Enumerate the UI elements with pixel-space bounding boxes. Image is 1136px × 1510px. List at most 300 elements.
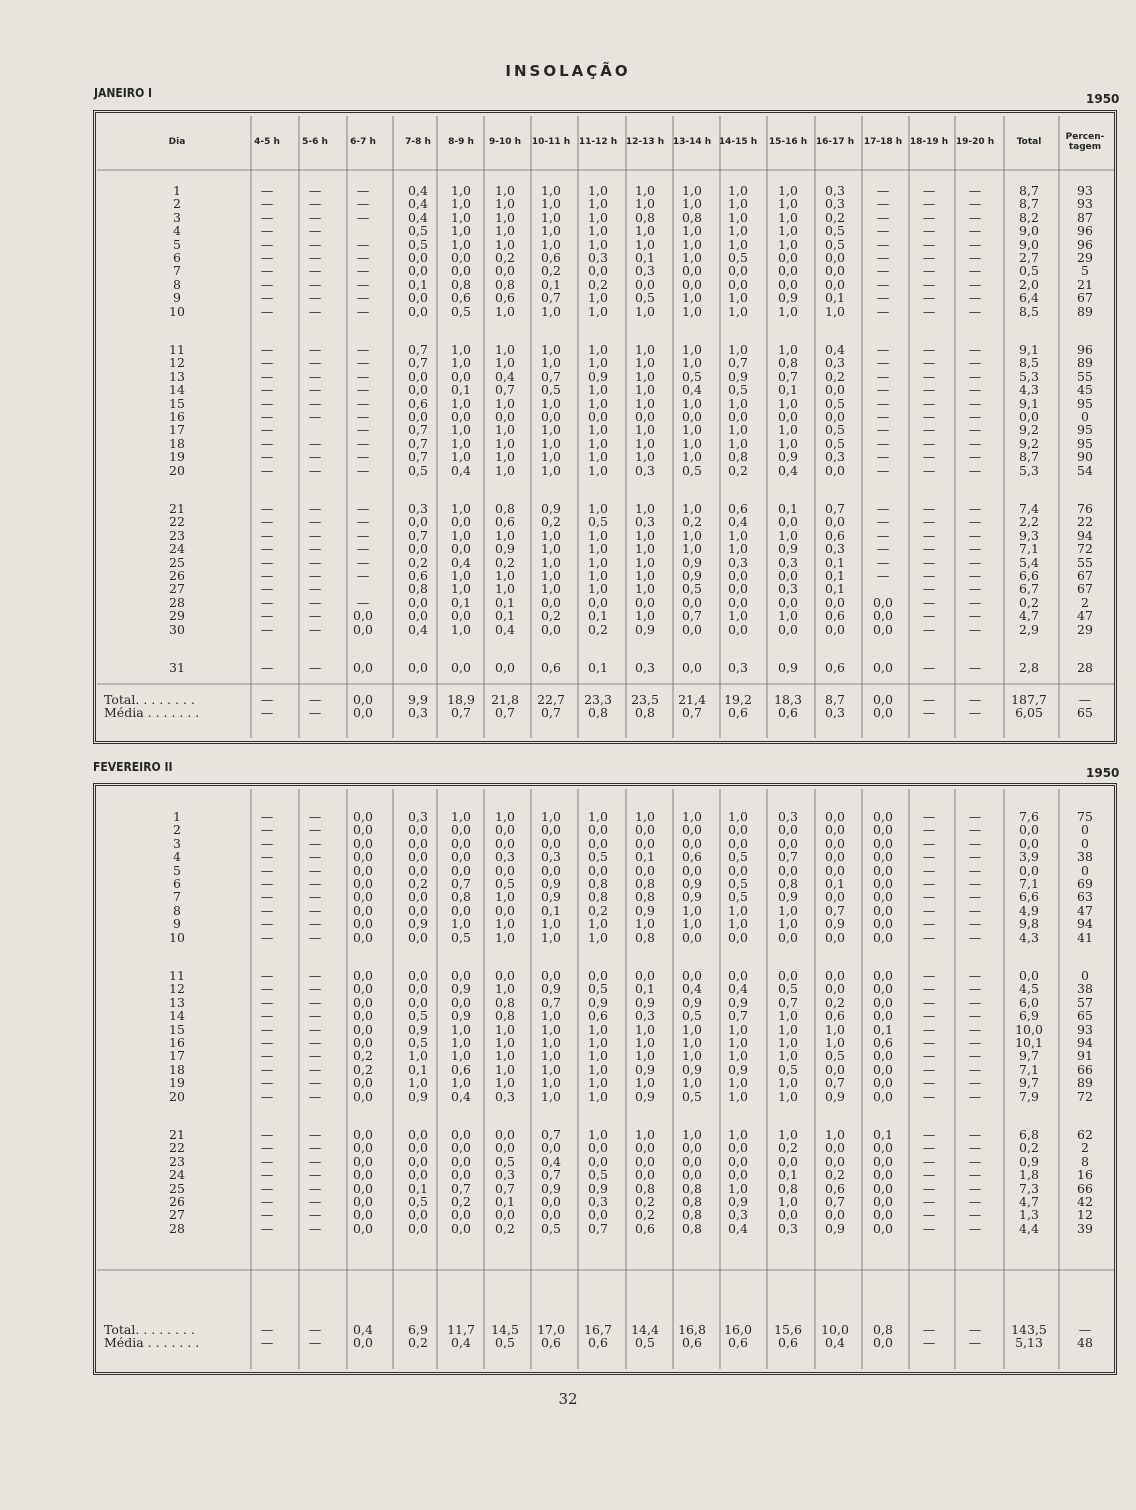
hour-cell: 0,7 [541,1167,561,1183]
hour-cell: — [260,449,274,465]
hour-cell: 1,0 [682,1075,702,1091]
hour-cell: 0,9 [635,1061,655,1077]
hour-cell: 0,9 [778,290,798,306]
hour-cell: — [308,568,322,583]
percent-cell: 90 [1077,449,1093,465]
hour-cell: 0,0 [873,916,893,932]
hour-cell: 0,5 [778,981,798,997]
hour-cell: 0,1 [451,594,471,610]
hour-cell: 0,0 [451,541,471,557]
hour-cell: 0,7 [541,994,561,1010]
hour-cell: — [308,621,322,637]
hour-cell: 0,7 [408,355,428,371]
hour-cell: — [968,1220,982,1236]
hour-cell: 0,1 [588,660,608,675]
hour-cell: 0,0 [825,822,845,838]
summary-cell: 0,0 [873,1335,893,1351]
day-cell: 16 [169,1035,185,1050]
hour-cell: 0,0 [682,594,702,610]
day-cell: 13 [169,368,185,384]
hour-cell: 1,0 [682,1127,702,1142]
hour-cell: — [968,608,982,624]
hour-cell: 1,0 [682,422,702,438]
hour-cell: 0,1 [635,849,655,865]
hour-cell: 1,0 [541,809,561,824]
hour-cell: — [922,660,936,675]
summary-cell: 11,7 [447,1322,475,1337]
hour-cell: 1,0 [588,568,608,583]
hour-cell: 1,0 [635,527,655,543]
hour-cell: 1,0 [728,1088,748,1104]
hour-cell: 0,5 [728,876,748,891]
hour-cell: 0,4 [541,1153,561,1169]
column-header: 12-13 h [625,137,665,147]
total-cell: 9,1 [1019,342,1039,357]
hour-cell: 1,0 [682,902,702,918]
hour-cell: 1,0 [541,1021,561,1037]
summary-cell: — [308,705,322,721]
hour-cell: — [968,849,982,865]
hour-cell: 0,0 [588,1140,608,1156]
hour-cell: 0,0 [451,994,471,1010]
hour-cell: 0,0 [825,862,845,878]
total-cell: 0,0 [1019,862,1039,878]
hour-cell: 0,0 [682,1167,702,1183]
percent-cell: 0 [1081,968,1089,983]
hour-cell: 1,0 [451,568,471,583]
hour-cell: 1,0 [451,196,471,212]
hour-cell: — [308,355,322,371]
hour-cell: — [260,608,274,624]
summary-cell: 143,5 [1011,1322,1047,1337]
hour-cell: 0,0 [408,1167,428,1183]
column-header: 14-15 h [718,137,758,147]
hour-cell: — [968,876,982,891]
total-cell: 2,8 [1019,660,1039,675]
hour-cell: 0,0 [778,862,798,878]
hour-cell: 0,0 [451,250,471,265]
hour-cell: 1,0 [451,223,471,239]
hour-cell: — [260,196,274,212]
summary-cell: 6,9 [408,1322,428,1337]
percent-cell: 28 [1077,660,1093,675]
hour-cell: 0,2 [451,1194,471,1209]
day-cell: 20 [169,462,185,478]
total-cell: 0,0 [1019,835,1039,851]
hour-cell: 0,2 [728,462,748,478]
hour-cell: 0,0 [635,276,655,292]
percent-cell: 55 [1077,368,1093,384]
hour-cell: 1,0 [635,1127,655,1142]
hour-cell: — [356,303,370,319]
hour-cell: — [922,209,936,225]
hour-cell: 0,9 [635,621,655,637]
hour-cell: 0,1 [778,382,798,398]
hour-cell: 0,0 [825,594,845,610]
hour-cell: 0,0 [588,862,608,878]
hour-cell: — [308,809,322,824]
summary-cell: 0,8 [635,705,655,721]
hour-cell: 1,0 [495,981,515,997]
hour-cell: 1,0 [728,342,748,357]
hour-cell: 1,0 [825,303,845,319]
summary-cell: — [968,692,982,707]
hour-cell: — [922,621,936,637]
hour-cell: 0,0 [408,889,428,905]
hour-cell: — [260,236,274,252]
hour-cell: 0,8 [682,1194,702,1209]
hour-cell: 0,2 [588,621,608,637]
percent-cell: 93 [1077,183,1093,198]
hour-cell: 1,0 [682,395,702,411]
column-header: 16-17 h [815,137,855,147]
hour-cell: 0,5 [495,876,515,891]
hour-cell: — [308,462,322,478]
percent-cell: 0 [1081,822,1089,838]
hour-cell: 1,0 [541,355,561,371]
percent-cell: 67 [1077,568,1093,583]
hour-cell: 0,0 [682,621,702,637]
summary-cell: 14,5 [491,1322,519,1337]
hour-cell: 0,0 [353,862,373,878]
column-header: 17-18 h [863,137,903,147]
hour-cell: 1,0 [541,435,561,451]
hour-cell: — [922,196,936,212]
total-cell: 6,9 [1019,1008,1039,1024]
summary-cell: 16,0 [724,1322,752,1337]
hour-cell: — [308,449,322,465]
row-label: Média . . . . . . . [104,1335,200,1351]
hour-cell: 1,0 [728,608,748,624]
hour-cell: 0,7 [541,1127,561,1142]
hour-cell: 0,5 [408,1035,428,1050]
hour-cell: 1,0 [495,449,515,465]
hour-cell: — [356,501,370,516]
hour-cell: 0,1 [635,250,655,265]
hour-cell: 0,0 [682,276,702,292]
hour-cell: 0,0 [353,809,373,824]
hour-cell: 0,0 [588,835,608,851]
hour-cell: 0,0 [825,1061,845,1077]
hour-cell: — [356,594,370,610]
total-cell: 8,7 [1019,449,1039,465]
hour-cell: 0,0 [353,994,373,1010]
hour-cell: 0,0 [541,1194,561,1209]
hour-cell: 0,0 [408,849,428,865]
hour-cell: 0,0 [635,862,655,878]
hour-cell: 1,0 [588,916,608,932]
hour-cell: 0,2 [825,994,845,1010]
hour-cell: 0,0 [451,835,471,851]
hour-cell: — [260,994,274,1010]
hour-cell: 1,0 [825,1035,845,1050]
hour-cell: — [260,1021,274,1037]
column-header: 9-10 h [488,137,522,147]
hour-cell: 1,0 [588,223,608,239]
hour-cell: 1,0 [728,183,748,198]
section-label: FEVEREIRO II [93,760,173,774]
hour-cell: 0,8 [778,1180,798,1196]
hour-cell: 1,0 [778,608,798,624]
hour-cell: — [922,1127,936,1142]
hour-cell: — [260,621,274,637]
hour-cell: 0,0 [541,1207,561,1223]
hour-cell: — [876,276,890,292]
percent-cell: 2 [1081,594,1089,610]
total-cell: 4,3 [1019,929,1039,945]
hour-cell: 1,0 [635,382,655,398]
hour-cell: — [356,462,370,478]
hour-cell: 0,3 [495,1088,515,1104]
hour-cell: 0,8 [588,876,608,891]
hour-cell: — [308,236,322,252]
total-cell: 5,4 [1019,554,1039,570]
percent-cell: 22 [1077,514,1093,530]
hour-cell: 1,0 [495,1048,515,1064]
day-cell: 11 [169,968,185,983]
hour-cell: 0,6 [873,1035,893,1050]
hour-cell: 0,2 [541,608,561,624]
hour-cell: 0,4 [728,1220,748,1236]
hour-cell: 0,5 [728,849,748,865]
total-cell: 5,3 [1019,368,1039,384]
hour-cell: — [308,183,322,198]
summary-cell: 0,0 [873,705,893,721]
hour-cell: 0,0 [451,1220,471,1236]
total-cell: 10,1 [1015,1035,1043,1050]
percent-cell: 8 [1081,1153,1089,1169]
hour-cell: 1,0 [588,809,608,824]
hour-cell: 1,0 [778,1035,798,1050]
hour-cell: — [968,395,982,411]
hour-cell: 1,0 [778,1048,798,1064]
day-cell: 12 [169,981,185,997]
hour-cell: 1,0 [778,902,798,918]
summary-cell: — [968,705,982,721]
hour-cell: 1,0 [778,916,798,932]
hour-cell: — [922,1035,936,1050]
hour-cell: — [922,849,936,865]
hour-cell: 1,0 [541,916,561,932]
hour-cell: 0,0 [873,981,893,997]
hour-cell: — [260,1194,274,1209]
hour-cell: 0,0 [353,968,373,983]
hour-cell: 1,0 [635,395,655,411]
hour-cell: 0,0 [825,981,845,997]
hour-cell: — [308,290,322,306]
percent-cell: 69 [1077,876,1093,891]
hour-cell: 1,0 [588,527,608,543]
hour-cell: — [876,462,890,478]
hour-cell: 0,0 [825,263,845,279]
hour-cell: — [260,1061,274,1077]
hour-cell: — [308,342,322,357]
percent-cell: 89 [1077,355,1093,371]
hour-cell: 1,0 [588,395,608,411]
hour-cell: — [260,541,274,557]
hour-cell: — [922,342,936,357]
summary-cell: 16,7 [584,1322,612,1337]
hour-cell: 0,1 [588,608,608,624]
percent-cell: 75 [1077,809,1093,824]
hour-cell: — [308,1061,322,1077]
hour-cell: — [260,1127,274,1142]
hour-cell: 1,0 [451,581,471,597]
hour-cell: 1,0 [495,581,515,597]
percent-cell: 0 [1081,409,1089,424]
hour-cell: 0,9 [682,889,702,905]
day-cell: 23 [169,1153,185,1169]
hour-cell: — [308,303,322,319]
hour-cell: 1,0 [728,541,748,557]
hour-cell: 0,0 [873,809,893,824]
hour-cell: 0,0 [682,409,702,424]
hour-cell: 0,0 [495,968,515,983]
hour-cell: — [922,501,936,516]
hour-cell: 0,2 [408,554,428,570]
hour-cell: — [968,1194,982,1209]
hour-cell: 0,0 [682,822,702,838]
hour-cell: 0,5 [408,1008,428,1024]
summary-cell: 6,05 [1015,705,1043,721]
hour-cell: 1,0 [728,1048,748,1064]
hour-cell: 0,9 [541,1180,561,1196]
hour-cell: 0,0 [825,276,845,292]
day-cell: 4 [173,223,181,239]
total-cell: 7,6 [1019,809,1039,824]
hour-cell: 0,0 [873,1075,893,1091]
hour-cell: 0,5 [408,236,428,252]
hour-cell: — [922,889,936,905]
hour-cell: 0,0 [353,1167,373,1183]
hour-cell: — [922,1061,936,1077]
hour-cell: — [922,1008,936,1024]
hour-cell: 0,5 [825,395,845,411]
summary-cell: 8,7 [825,692,845,707]
hour-cell: 0,5 [451,929,471,945]
hour-cell: — [968,1207,982,1223]
hour-cell: — [308,916,322,932]
summary-cell: 0,3 [408,705,428,721]
hour-cell: 0,0 [682,263,702,279]
hour-cell: 1,0 [682,809,702,824]
hour-cell: — [356,263,370,279]
hour-cell: 1,0 [682,449,702,465]
hour-cell: 1,0 [635,568,655,583]
hour-cell: 0,9 [682,876,702,891]
hour-cell: — [922,822,936,838]
total-cell: 0,2 [1019,594,1039,610]
hour-cell: 0,9 [588,368,608,384]
day-cell: 19 [169,1075,185,1091]
hour-cell: 0,5 [825,1048,845,1064]
hour-cell: 1,0 [541,342,561,357]
hour-cell: — [922,236,936,252]
hour-cell: 0,0 [408,1220,428,1236]
hour-cell: — [876,541,890,557]
hour-cell: 0,5 [408,1194,428,1209]
hour-cell: — [876,568,890,583]
hour-cell: 1,0 [541,1035,561,1050]
hour-cell: 0,0 [873,660,893,675]
column-header: 13-14 h [672,137,712,147]
hour-cell: — [356,514,370,530]
summary-cell: 0,6 [541,1335,561,1351]
hour-cell: 0,0 [873,1220,893,1236]
hour-cell: 1,0 [635,1048,655,1064]
day-cell: 10 [169,929,185,945]
hour-cell: 1,0 [682,196,702,212]
hour-cell: 1,0 [778,1075,798,1091]
hour-cell: 1,0 [588,422,608,438]
hour-cell: 0,2 [825,368,845,384]
day-cell: 21 [169,1127,185,1142]
hour-cell: 1,0 [778,527,798,543]
hour-cell: 0,5 [728,382,748,398]
hour-cell: — [356,368,370,384]
hour-cell: — [968,183,982,198]
hour-cell: 0,1 [408,276,428,292]
hour-cell: 0,8 [635,876,655,891]
hour-cell: 0,7 [728,1008,748,1024]
hour-cell: 1,0 [682,1035,702,1050]
hour-cell: 0,0 [635,968,655,983]
hour-cell: 0,0 [635,1153,655,1169]
day-cell: 3 [173,209,181,225]
hour-cell: 1,0 [495,1075,515,1091]
hour-cell: 0,6 [635,1220,655,1236]
hour-cell: — [922,276,936,292]
percent-cell: 91 [1077,1048,1093,1064]
hour-cell: — [922,1180,936,1196]
hour-cell: 1,0 [682,236,702,252]
day-cell: 31 [169,660,185,675]
hour-cell: 1,0 [495,422,515,438]
day-cell: 9 [173,290,181,306]
hour-cell: 0,0 [408,409,428,424]
total-cell: 6,6 [1019,568,1039,583]
hour-cell: — [260,889,274,905]
hour-cell: 0,9 [451,1008,471,1024]
hour-cell: 0,0 [541,822,561,838]
total-cell: 2,2 [1019,514,1039,530]
hour-cell: 1,0 [541,223,561,239]
total-cell: 0,9 [1019,1153,1039,1169]
hour-cell: 0,6 [825,608,845,624]
hour-cell: — [308,395,322,411]
hour-cell: 1,0 [495,303,515,319]
hour-cell: 1,0 [588,183,608,198]
hour-cell: — [922,902,936,918]
hour-cell: 0,0 [408,994,428,1010]
hour-cell: 0,5 [825,236,845,252]
hour-cell: — [308,435,322,451]
percent-cell: 67 [1077,290,1093,306]
hour-cell: 0,8 [728,449,748,465]
hour-cell: 0,0 [728,1140,748,1156]
hour-cell: 1,0 [635,809,655,824]
hour-cell: 1,0 [541,236,561,252]
hour-cell: 1,0 [451,236,471,252]
summary-cell: 23,3 [584,692,612,707]
hour-cell: 1,0 [635,368,655,384]
hour-cell: — [968,1048,982,1064]
hour-cell: 0,0 [635,835,655,851]
hour-cell: — [968,409,982,424]
hour-cell: — [260,250,274,265]
hour-cell: 1,0 [408,1075,428,1091]
hour-cell: 1,0 [635,449,655,465]
